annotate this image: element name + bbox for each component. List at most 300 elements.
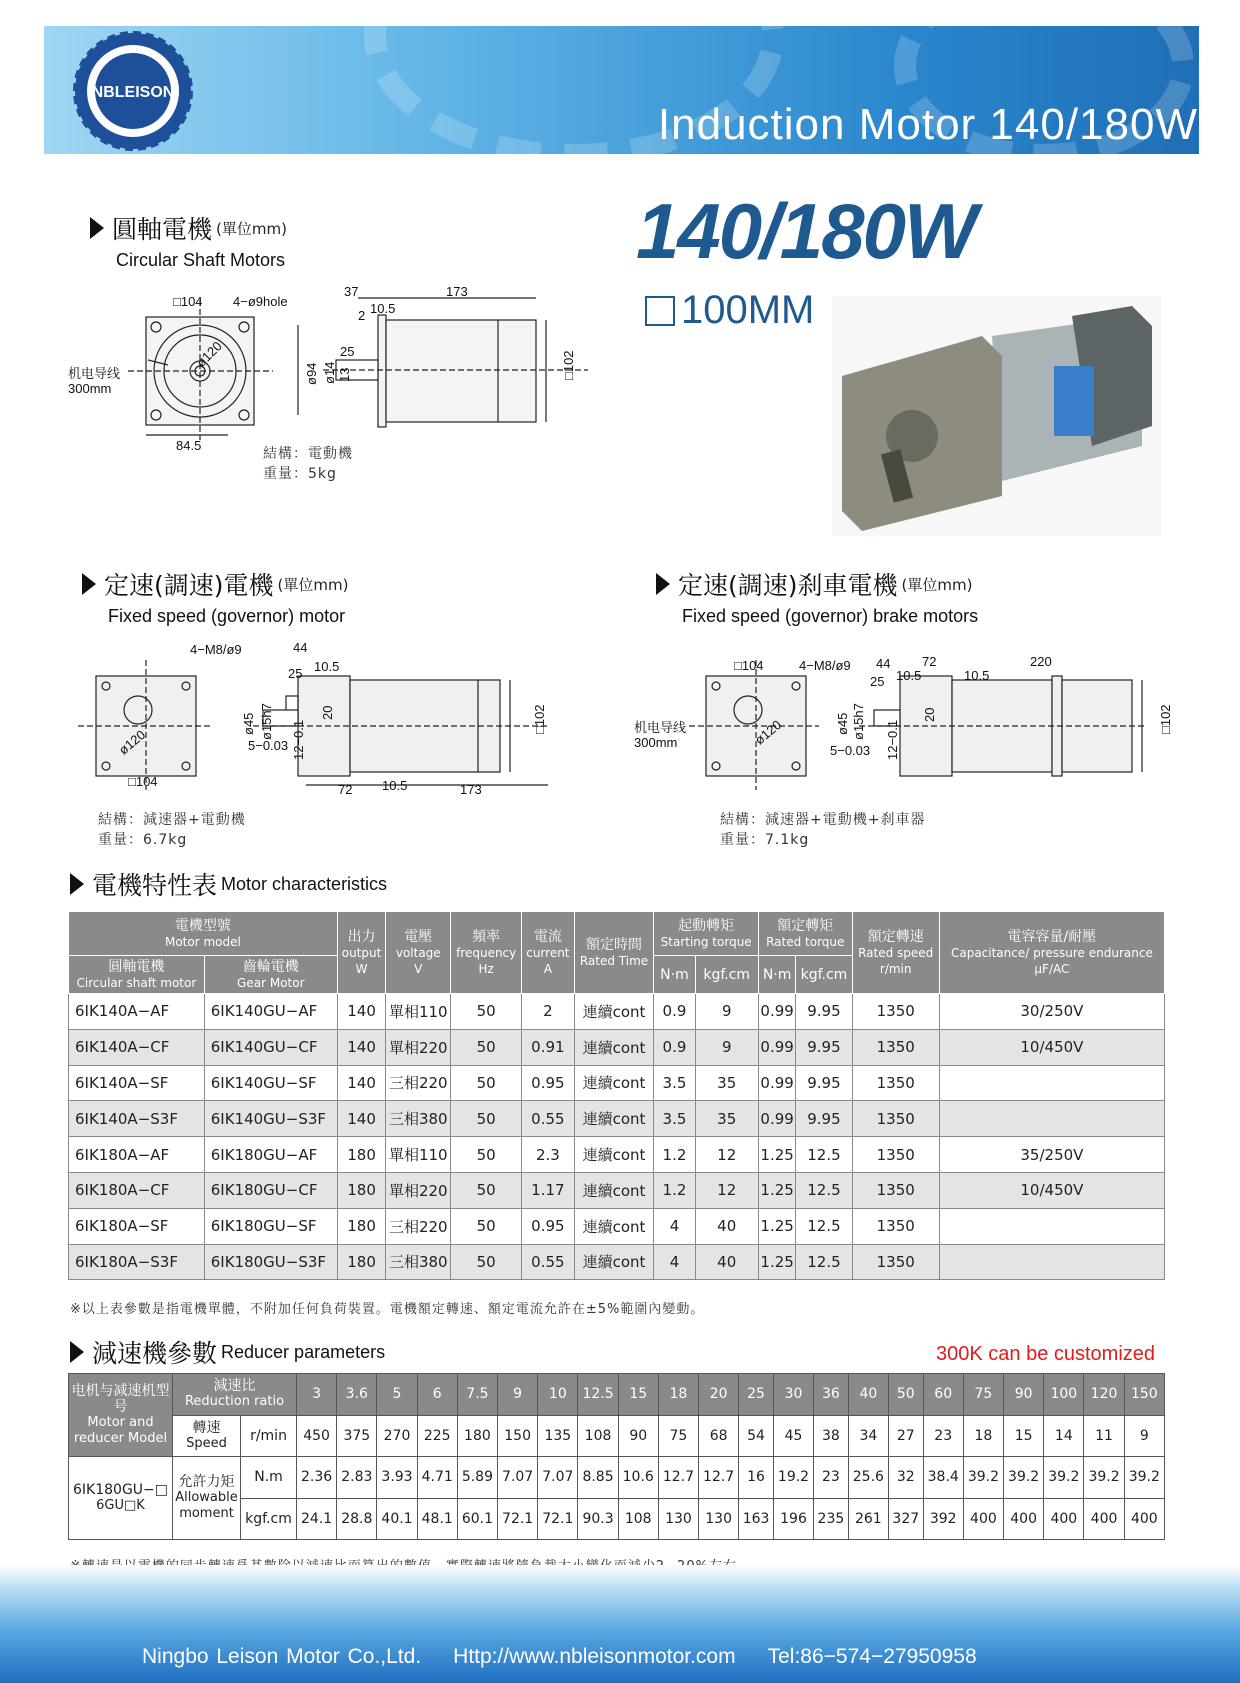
col-header-rated-speed: 額定轉速 Rated speed r/min <box>852 912 939 994</box>
dim-10-5-brake: 10.5 <box>964 668 990 683</box>
table-cell: 6IK140A−AF <box>69 994 205 1030</box>
table-cell: 9.95 <box>796 1065 852 1101</box>
table-cell <box>939 1244 1164 1280</box>
speeds-cell: 90 <box>618 1415 658 1457</box>
col-header-rated-kgf: kgf.cm <box>796 956 852 994</box>
dim-72: 72 <box>922 654 937 669</box>
dim-173: 173 <box>446 284 468 299</box>
table-cell: 30/250V <box>939 994 1164 1030</box>
table-cell: 0.99 <box>758 1065 795 1101</box>
table-cell: 6IK140GU−AF <box>204 994 337 1030</box>
table-cell: 6IK180GU−CF <box>204 1172 337 1208</box>
dim-diameter-15h7: ø15h7 <box>851 703 866 740</box>
table-cell: 180 <box>337 1172 386 1208</box>
ratios-cell: 15 <box>618 1374 658 1416</box>
speeds-cell: 135 <box>538 1415 578 1457</box>
section-reducer-heading <box>70 1334 385 1370</box>
speeds-cell: 23 <box>923 1415 963 1457</box>
table-cell: 連續cont <box>574 1208 654 1244</box>
torque_nm-cell: 16 <box>739 1457 774 1499</box>
fixed-motor-drawing <box>78 640 578 800</box>
speeds-cell: 34 <box>848 1415 888 1457</box>
dim-square-102: □102 <box>561 350 576 380</box>
col-header-current: 電流 current A <box>522 912 575 994</box>
ratios-cell: 10 <box>538 1374 578 1416</box>
dim-25: 25 <box>340 344 355 359</box>
table-cell: 10/450V <box>939 1172 1164 1208</box>
torque_kgf-cell: 48.1 <box>417 1498 457 1540</box>
table-cell <box>939 1208 1164 1244</box>
table-cell: 9 <box>695 1029 758 1065</box>
ratios-cell: 40 <box>848 1374 888 1416</box>
table-cell: 3.5 <box>654 1065 695 1101</box>
table-cell: 1.25 <box>758 1244 795 1280</box>
dim-10-5: 10.5 <box>370 301 396 316</box>
table-cell: 140 <box>337 994 386 1030</box>
torque_nm-cell: 39.2 <box>1084 1457 1124 1499</box>
table-cell: 50 <box>451 1101 522 1137</box>
dim-84-5: 84.5 <box>176 438 202 453</box>
torque_kgf-cell: 196 <box>773 1498 813 1540</box>
section-title-zh: 定速(調速)電機 <box>104 571 274 600</box>
table-cell: 4 <box>654 1208 695 1244</box>
weight-text: 重量：7.1kg <box>720 832 810 848</box>
footer-website[interactable]: Http://www.nbleisonmotor.com <box>453 1645 736 1668</box>
ratios-cell: 12.5 <box>578 1374 618 1416</box>
ratios-cell: 30 <box>773 1374 813 1416</box>
table-cell: 3.5 <box>654 1101 695 1137</box>
speeds-cell: 11 <box>1084 1415 1124 1457</box>
table-cell: 6IK180A−SF <box>69 1208 205 1244</box>
customization-note: 300K can be customized <box>936 1343 1156 1365</box>
table-cell: 40 <box>695 1244 758 1280</box>
table-cell: 單相110 <box>386 994 451 1030</box>
dim-72: 72 <box>338 782 353 797</box>
table-cell: 0.55 <box>522 1244 575 1280</box>
table-cell: 9 <box>695 994 758 1030</box>
table-cell: 0.9 <box>654 1029 695 1065</box>
table-cell: 6IK180A−S3F <box>69 1244 205 1280</box>
table-cell: 6IK180A−AF <box>69 1137 205 1173</box>
table-cell: 50 <box>451 1172 522 1208</box>
dim-m8-holes: 4−M8/ø9 <box>799 658 851 673</box>
dim-37: 37 <box>344 284 359 299</box>
torque_nm-cell: 39.2 <box>1044 1457 1084 1499</box>
fixed-specs <box>98 810 246 850</box>
table-cell: 50 <box>451 1137 522 1173</box>
dim-20: 20 <box>320 705 335 720</box>
table-row <box>69 1244 1165 1280</box>
footer-phone: Tel:86−574−27950958 <box>767 1645 977 1668</box>
speeds-cell: 27 <box>888 1415 923 1457</box>
table-cell: 2.3 <box>522 1137 575 1173</box>
torque_nm-cell: 23 <box>814 1457 849 1499</box>
dim-square-102: □102 <box>1158 704 1173 734</box>
dim-wire-label: 机电导线 <box>68 366 121 381</box>
table-row <box>69 1172 1165 1208</box>
dim-diameter-120: ø120 <box>751 717 785 748</box>
table-cell: 2 <box>522 994 575 1030</box>
ratios-cell: 25 <box>739 1374 774 1416</box>
table-cell: 三相380 <box>386 1244 451 1280</box>
model-cell: 6IK180GU−□ 6GU□K <box>69 1457 173 1540</box>
torque_kgf-cell: 400 <box>963 1498 1003 1540</box>
table-cell: 6IK140GU−CF <box>204 1029 337 1065</box>
section-fixed-heading <box>82 566 348 627</box>
dim-25: 25 <box>870 674 885 689</box>
col-header-frequency: 頻率 frequency Hz <box>451 912 522 994</box>
power-rating-title: 140/180W <box>636 187 976 275</box>
table-cell: 35/250V <box>939 1137 1164 1173</box>
table-cell: 單相220 <box>386 1172 451 1208</box>
table-cell: 12.5 <box>796 1208 852 1244</box>
ratios-cell: 9 <box>498 1374 538 1416</box>
dim-holes: 4−ø9hole <box>233 294 288 309</box>
dim-diameter-14: ø14 <box>322 361 337 384</box>
table-cell: 6IK140A−SF <box>69 1065 205 1101</box>
torque_nm-cell: 32 <box>888 1457 923 1499</box>
table-cell: 1350 <box>852 1137 939 1173</box>
table-cell: 0.95 <box>522 1208 575 1244</box>
dim-wire-label: 机电导线 <box>634 720 687 735</box>
torque_nm-cell: 5.89 <box>457 1457 497 1499</box>
table-cell: 0.55 <box>522 1101 575 1137</box>
torque_nm-cell: 12.7 <box>658 1457 698 1499</box>
label-torque: 允許力矩 Allowable moment <box>173 1457 241 1540</box>
section-circular-heading <box>90 210 287 271</box>
torque_kgf-cell: 130 <box>658 1498 698 1540</box>
torque_kgf-cell: 40.1 <box>377 1498 417 1540</box>
table-cell: 140 <box>337 1029 386 1065</box>
torque_nm-cell: 12.7 <box>699 1457 739 1499</box>
col-header-voltage: 電壓 voltage V <box>386 912 451 994</box>
torque_kgf-cell: 24.1 <box>297 1498 337 1540</box>
footer-contact <box>142 1645 1009 1669</box>
torque_kgf-cell: 400 <box>1124 1498 1164 1540</box>
table-cell: 140 <box>337 1101 386 1137</box>
torque_nm-cell: 19.2 <box>773 1457 813 1499</box>
dim-10-5: 10.5 <box>314 659 340 674</box>
table-cell: 1.25 <box>758 1137 795 1173</box>
dim-44: 44 <box>293 640 308 655</box>
speeds-cell: 68 <box>699 1415 739 1457</box>
dim-diameter-15h7: ø15h7 <box>259 703 274 740</box>
table-row <box>69 1137 1165 1173</box>
col-header-start-kgf: kgf.cm <box>695 956 758 994</box>
torque_kgf-cell: 400 <box>1044 1498 1084 1540</box>
speeds-cell: 54 <box>739 1415 774 1457</box>
company-logo <box>72 30 194 152</box>
ratios-cell: 100 <box>1044 1374 1084 1416</box>
product-photo <box>832 296 1162 536</box>
table-cell: 1350 <box>852 1244 939 1280</box>
section-title-zh: 定速(調速)刹車電機 <box>678 571 898 600</box>
dim-diameter-120: ø120 <box>193 338 225 371</box>
ratios-cell: 60 <box>923 1374 963 1416</box>
section-title-en: Fixed speed (governor) motor <box>108 606 346 626</box>
ratios-cell: 18 <box>658 1374 698 1416</box>
torque_kgf-cell: 392 <box>923 1498 963 1540</box>
torque_kgf-cell: 72.1 <box>498 1498 538 1540</box>
table-cell: 三相220 <box>386 1208 451 1244</box>
speeds-cell: 180 <box>457 1415 497 1457</box>
ratios-cell: 20 <box>699 1374 739 1416</box>
speeds-cell: 45 <box>773 1415 813 1457</box>
torque_kgf-cell: 108 <box>618 1498 658 1540</box>
table-cell: 12 <box>695 1172 758 1208</box>
section-unit: (單位mm) <box>216 219 287 238</box>
dim-square-104: □104 <box>734 658 764 673</box>
table-cell: 1350 <box>852 1065 939 1101</box>
torque_kgf-cell: 327 <box>888 1498 923 1540</box>
dim-12: 12−0.1 <box>885 719 900 760</box>
bullet-triangle-icon <box>90 217 104 239</box>
ratios-cell: 75 <box>963 1374 1003 1416</box>
footer-company: Ningbo Leison Motor Co.,Ltd. <box>142 1645 422 1668</box>
table-cell: 0.9 <box>654 994 695 1030</box>
ratios-cell: 120 <box>1084 1374 1124 1416</box>
table-cell: 6IK140GU−SF <box>204 1065 337 1101</box>
table-cell: 0.91 <box>522 1029 575 1065</box>
dim-diameter-94: ø94 <box>304 362 319 385</box>
section-title-en: Circular Shaft Motors <box>116 250 286 270</box>
table-cell: 12.5 <box>796 1172 852 1208</box>
torque_nm-cell: 7.07 <box>538 1457 578 1499</box>
logo-text: NBLEISON <box>91 84 175 101</box>
table-cell: 1350 <box>852 1101 939 1137</box>
col-header-start-nm: N·m <box>654 956 695 994</box>
header-model: 电机与减速机型号 Motor and reducer Model <box>69 1374 173 1457</box>
table-cell: 10/450V <box>939 1029 1164 1065</box>
dim-173: 173 <box>460 782 482 797</box>
dim-diameter-45: ø45 <box>241 712 256 735</box>
table-row <box>69 1065 1165 1101</box>
header-ratio: 減速比 Reduction ratio <box>173 1374 297 1416</box>
speeds-cell: 375 <box>337 1415 377 1457</box>
table-cell: 12.5 <box>796 1137 852 1173</box>
dim-m8-holes: 4−M8/ø9 <box>190 642 242 657</box>
label-torque-nm: N.m <box>241 1457 297 1499</box>
ratios-cell: 90 <box>1004 1374 1044 1416</box>
table-cell: 三相220 <box>386 1065 451 1101</box>
label-speed: 轉速 Speed <box>173 1415 241 1457</box>
label-torque-kgf: kgf.cm <box>241 1498 297 1540</box>
table-cell: 12.5 <box>796 1244 852 1280</box>
torque_kgf-cell: 261 <box>848 1498 888 1540</box>
table-cell: 連續cont <box>574 994 654 1030</box>
ratios-cell: 5 <box>377 1374 417 1416</box>
col-header-rated-torque: 額定轉矩 Rated torque <box>758 912 852 956</box>
table-cell: 140 <box>337 1065 386 1101</box>
table-cell: 6IK180GU−S3F <box>204 1244 337 1280</box>
table-cell: 1.25 <box>758 1208 795 1244</box>
speeds-cell: 150 <box>498 1415 538 1457</box>
torque_kgf-cell: 400 <box>1004 1498 1044 1540</box>
table-cell: 連續cont <box>574 1137 654 1173</box>
structure-text: 結構：減速器+電動機+刹車器 <box>720 812 926 828</box>
table-cell <box>939 1101 1164 1137</box>
dim-square-104: □104 <box>128 774 158 789</box>
table-cell: 三相380 <box>386 1101 451 1137</box>
label-speed-unit: r/min <box>241 1415 297 1457</box>
dim-220: 220 <box>1030 654 1052 669</box>
col-header-rated-nm: N·m <box>758 956 795 994</box>
dim-44: 44 <box>876 656 891 671</box>
table-cell: 6IK180GU−SF <box>204 1208 337 1244</box>
ratios-cell: 3 <box>297 1374 337 1416</box>
speeds-cell: 14 <box>1044 1415 1084 1457</box>
table-cell: 1350 <box>852 1208 939 1244</box>
col-header-starting-torque: 起動轉矩 Starting torque <box>654 912 759 956</box>
circular-motor-drawing <box>68 284 588 460</box>
frame-size-label <box>645 288 814 333</box>
page-title: Induction Motor 140/180W <box>657 100 1198 149</box>
torque_nm-cell: 25.6 <box>848 1457 888 1499</box>
table-cell: 6IK140A−S3F <box>69 1101 205 1137</box>
weight-text: 重量：6.7kg <box>98 832 188 848</box>
frame-size-value: 100MM <box>681 288 815 332</box>
reducer-parameters-table <box>68 1373 1165 1540</box>
dim-square-104: □104 <box>173 294 203 309</box>
dim-20: 20 <box>922 707 937 722</box>
torque_nm-cell: 2.83 <box>337 1457 377 1499</box>
table-cell: 180 <box>337 1244 386 1280</box>
dim-12: 12−0.1 <box>291 719 306 760</box>
bullet-triangle-icon <box>70 1341 84 1363</box>
dim-diameter-45: ø45 <box>835 712 850 735</box>
table-cell: 180 <box>337 1208 386 1244</box>
ratios-cell: 50 <box>888 1374 923 1416</box>
dim-5: 5−0.03 <box>830 743 871 758</box>
brake-motor-drawing <box>634 640 1173 800</box>
weight-text: 重量：5kg <box>263 466 337 482</box>
table-cell: 1350 <box>852 1172 939 1208</box>
table-cell: 連續cont <box>574 1244 654 1280</box>
dim-10-5-lower: 10.5 <box>382 778 408 793</box>
bullet-triangle-icon <box>656 573 670 595</box>
section-unit: (單位mm) <box>277 575 349 594</box>
motor-table-note: ※以上表參數是指電機單體，不附加任何負荷裝置。電機額定轉速、額定電流允許在±5%範圍內變動。 <box>70 1302 705 1317</box>
col-header-gear-motor: 齒輪電機 Gear Motor <box>204 956 337 994</box>
torque_nm-cell: 39.2 <box>1004 1457 1044 1499</box>
table-row <box>69 1101 1165 1137</box>
bullet-triangle-icon <box>70 873 84 895</box>
table-cell: 連續cont <box>574 1029 654 1065</box>
section-motor-char-heading <box>70 866 387 902</box>
col-header-round-shaft: 圓軸電機 Circular shaft motor <box>69 956 205 994</box>
col-header-output: 出力 output W <box>337 912 386 994</box>
table-cell: 1.2 <box>654 1137 695 1173</box>
table-row <box>69 994 1165 1030</box>
section-title-zh: 電機特性表 <box>92 871 218 900</box>
dim-25: 25 <box>288 666 303 681</box>
table-cell: 1.25 <box>758 1172 795 1208</box>
ratios-cell: 36 <box>814 1374 849 1416</box>
table-cell: 連續cont <box>574 1065 654 1101</box>
section-title-zh: 減速機參數 <box>92 1339 218 1368</box>
speeds-cell: 225 <box>417 1415 457 1457</box>
table-cell: 35 <box>695 1101 758 1137</box>
section-title-en: Fixed speed (governor) brake motors <box>682 606 979 626</box>
table-cell: 0.95 <box>522 1065 575 1101</box>
torque_nm-cell: 7.07 <box>498 1457 538 1499</box>
speeds-cell: 450 <box>297 1415 337 1457</box>
motor-table-body <box>69 994 1165 1280</box>
ratios-cell: 6 <box>417 1374 457 1416</box>
torque_kgf-cell: 90.3 <box>578 1498 618 1540</box>
table-cell: 0.99 <box>758 1029 795 1065</box>
table-cell: 9.95 <box>796 1029 852 1065</box>
motor-characteristics-table <box>68 911 1165 1280</box>
brake-specs <box>720 810 925 850</box>
table-cell: 單相110 <box>386 1137 451 1173</box>
table-cell: 4 <box>654 1244 695 1280</box>
dim-wire-length: 300mm <box>634 735 678 750</box>
table-cell: 單相220 <box>386 1029 451 1065</box>
torque_kgf-cell: 72.1 <box>538 1498 578 1540</box>
torque_kgf-cell: 235 <box>814 1498 849 1540</box>
table-cell: 50 <box>451 1065 522 1101</box>
table-cell: 50 <box>451 1208 522 1244</box>
col-header-model: 電機型號 Motor model <box>69 912 338 956</box>
table-cell: 9.95 <box>796 994 852 1030</box>
table-cell: 6IK140A−CF <box>69 1029 205 1065</box>
ratios-cell: 3.6 <box>337 1374 377 1416</box>
table-cell: 1350 <box>852 994 939 1030</box>
section-brake-heading <box>656 566 978 627</box>
speeds-cell: 38 <box>814 1415 849 1457</box>
table-cell <box>939 1065 1164 1101</box>
table-cell: 50 <box>451 1029 522 1065</box>
bullet-triangle-icon <box>82 573 96 595</box>
speeds-cell: 15 <box>1004 1415 1044 1457</box>
table-cell: 1350 <box>852 1029 939 1065</box>
table-cell: 35 <box>695 1065 758 1101</box>
dim-10-5: 10.5 <box>896 668 922 683</box>
torque_nm-cell: 8.85 <box>578 1457 618 1499</box>
table-cell: 連續cont <box>574 1101 654 1137</box>
ratios-cell: 150 <box>1124 1374 1164 1416</box>
torque_nm-cell: 3.93 <box>377 1457 417 1499</box>
ratios-cell: 7.5 <box>457 1374 497 1416</box>
speeds-cell: 9 <box>1124 1415 1164 1457</box>
table-cell: 50 <box>451 1244 522 1280</box>
table-cell: 連續cont <box>574 1172 654 1208</box>
speeds-cell: 75 <box>658 1415 698 1457</box>
dim-5: 5−0.03 <box>248 738 289 753</box>
table-cell: 6IK180GU−AF <box>204 1137 337 1173</box>
section-title-en: Reducer parameters <box>221 1341 386 1362</box>
torque_nm-cell: 10.6 <box>618 1457 658 1499</box>
torque_kgf-cell: 28.8 <box>337 1498 377 1540</box>
table-cell: 0.99 <box>758 1101 795 1137</box>
section-unit: (單位mm) <box>901 575 973 594</box>
structure-text: 結構：減速器+電動機 <box>98 812 246 828</box>
dim-2: 2 <box>358 308 366 323</box>
section-title-en: Motor characteristics <box>221 873 388 894</box>
col-header-rated-time: 額定時間 Rated Time <box>574 912 654 994</box>
table-cell: 1.17 <box>522 1172 575 1208</box>
table-cell: 1.2 <box>654 1172 695 1208</box>
speeds-cell: 270 <box>377 1415 417 1457</box>
table-cell: 40 <box>695 1208 758 1244</box>
torque_kgf-cell: 400 <box>1084 1498 1124 1540</box>
table-cell: 9.95 <box>796 1101 852 1137</box>
table-row <box>69 1208 1165 1244</box>
structure-text: 結構：電動機 <box>263 446 353 462</box>
torque_nm-cell: 38.4 <box>923 1457 963 1499</box>
speeds-cell: 108 <box>578 1415 618 1457</box>
